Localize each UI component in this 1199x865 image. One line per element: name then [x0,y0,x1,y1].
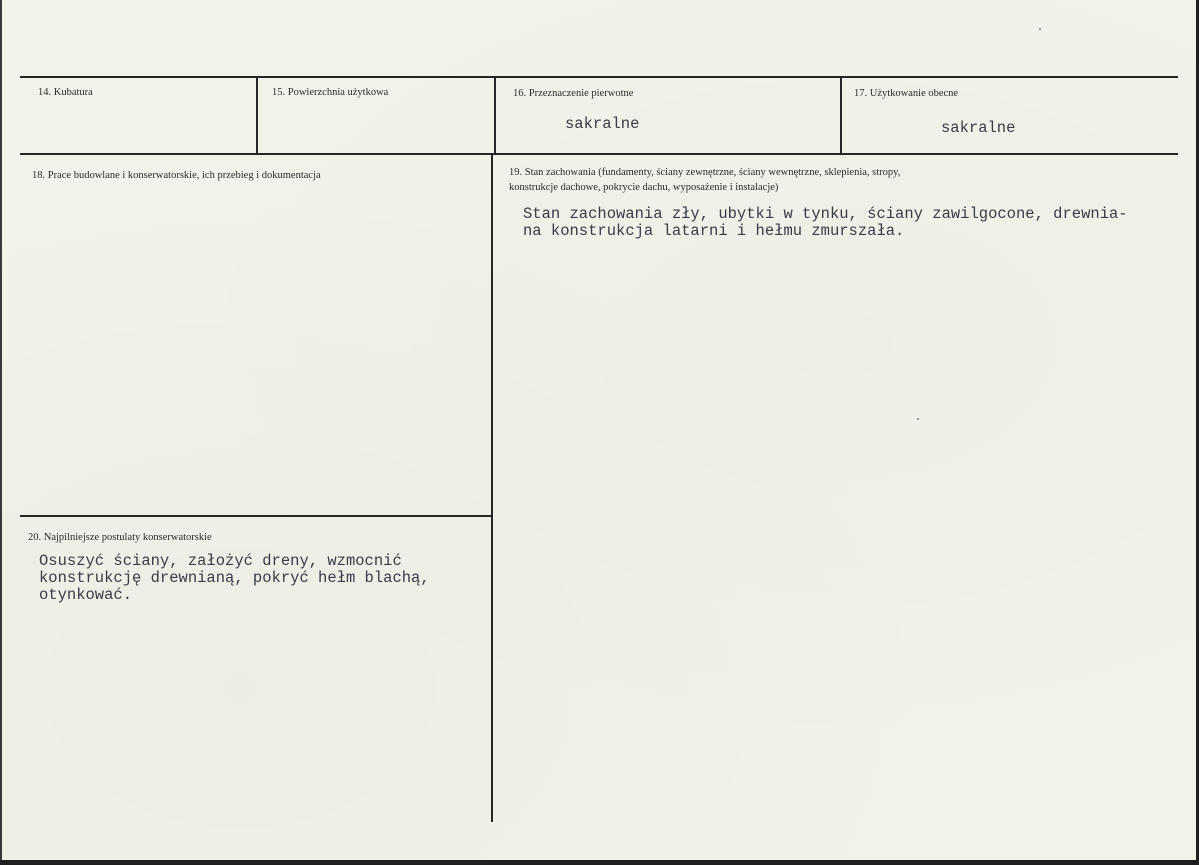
field-19-value-line-2: na konstrukcja latarni i hełmu zmurszała. [523,222,905,240]
field-18-label: 18. Prace budowlane i konserwatorskie, ich przebieg i dokumentacja [32,170,321,181]
divider-15-16 [494,77,496,154]
paper-speck [917,418,919,420]
field-20-label: 20. Najpilniejsze postulaty konserwatorskie [28,532,212,543]
main-vertical-divider [491,154,493,822]
field-14-label: 14. Kubatura [38,87,93,98]
field-16-value: sakralne [565,115,640,133]
field-17-value: sakralne [941,119,1016,137]
divider-14-15 [256,77,258,154]
field-20-value-line-3: otynkować. [39,586,133,604]
field-20-value-line-1: Osuszyć ściany, założyć dreny, wzmocnić [39,552,402,570]
section-20-rule [20,515,492,517]
paper-speck [1039,28,1041,30]
field-19-label-line-1: 19. Stan zachowania (fundamenty, ściany zewnętrzne, ściany wewnętrzne, sklepienia, stropy, [509,167,901,178]
field-16-label: 16. Przeznaczenie pierwotne [513,88,634,99]
field-19-label-line-2: konstrukcje dachowe, pokrycie dachu, wyposażenie i instalacje) [509,182,779,193]
field-19-value-line-1: Stan zachowania zły, ubytki w tynku, ściany zawilgocone, drewnia- [523,205,1128,223]
field-15-label: 15. Powierzchnia użytkowa [272,87,389,98]
row-divider-rule [20,153,1178,155]
top-rule [20,76,1178,78]
field-17-label: 17. Użytkowanie obecne [854,88,959,99]
field-20-value-line-2: konstrukcję drewnianą, pokryć hełm blachą, [39,569,430,587]
divider-16-17 [840,77,842,154]
